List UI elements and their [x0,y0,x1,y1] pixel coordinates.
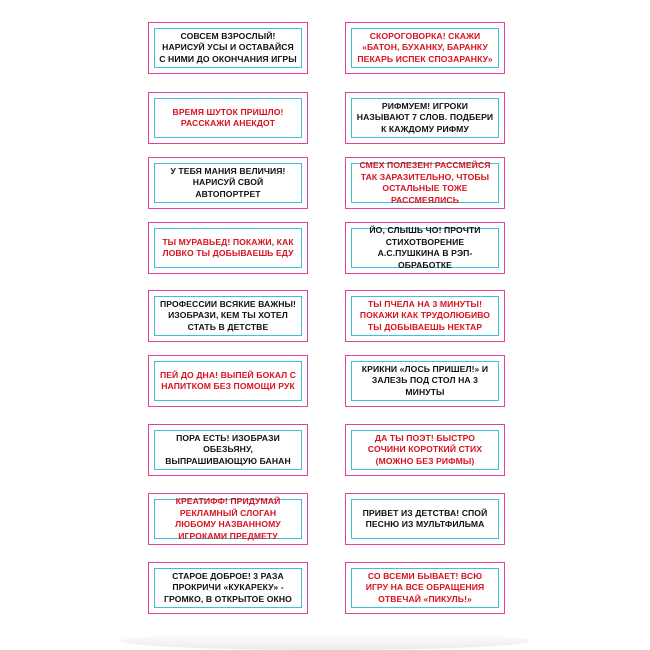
task-card [345,562,505,614]
task-card [345,290,505,342]
card-text: ДА ТЫ ПОЭТ! БЫСТРО СОЧИНИ КОРОТКИЙ СТИХ (МОЖНО БЕЗ РИФМЫ) [367,432,483,466]
task-card [148,157,308,209]
card-text: ПЕЙ ДО ДНА! ВЫПЕЙ БОКАЛ С НАПИТКОМ БЕЗ ПОМОЩИ РУК [159,369,297,391]
card-text: ПРИВЕТ ИЗ ДЕТСТВА! СПОЙ ПЕСНЮ ИЗ МУЛЬТФИЛЬМА [362,507,488,529]
card-text: ТЫ МУРАВЬЕД! ПОКАЖИ, КАК ЛОВКО ТЫ ДОБЫВАЕШЬ ЕДУ [162,236,294,258]
task-card [148,355,308,407]
task-card [148,562,308,614]
card-text: ТЫ ПЧЕЛА НА 3 МИНУТЫ! ПОКАЖИ КАК ТРУДОЛЮБИВО ТЫ ДОБЫВАЕШЬ НЕКТАР [359,298,491,332]
card-text: У ТЕБЯ МАНИЯ ВЕЛИЧИЯ! НАРИСУЙ СВОЙ АВТОПОРТРЕТ [170,165,286,199]
bottom-shadow [120,632,530,650]
task-card [148,92,308,144]
task-card [345,222,505,274]
task-card [148,493,308,545]
card-text: КРЕАТИФФ! ПРИДУМАЙ РЕКЛАМНЫЙ СЛОГАН ЛЮБОМУ НАЗВАННОМУ ИГРОКАМИ ПРЕДМЕТУ [175,496,281,541]
task-card [345,424,505,476]
task-card [148,222,308,274]
card-text: КРИКНИ «ЛОСЬ ПРИШЕЛ!» И ЗАЛЕЗЬ ПОД СТОЛ НА 3 МИНУТЫ [361,363,489,397]
card-text: СКОРОГОВОРКА! СКАЖИ «БАТОН, БУХАНКУ, БАРАНКУ ПЕКАРЬ ИСПЕК СПОЗАРАНКУ» [357,30,493,64]
task-card [148,424,308,476]
task-card [345,92,505,144]
card-text: РИФМУЕМ! ИГРОКИ НАЗЫВАЮТ 7 СЛОВ. ПОДБЕРИ К КАЖДОМУ РИФМУ [356,100,494,134]
task-card [345,355,505,407]
task-card [345,157,505,209]
card-text: ЙО, СЛЫШЬ ЧО! ПРОЧТИ СТИХОТВОРЕНИЕ А.С.ПУШКИНА В РЭП-ОБРАБОТКЕ [369,225,481,270]
card-text: ПРОФЕССИИ ВСЯКИЕ ВАЖНЫ! ИЗОБРАЗИ, КЕМ ТЫ ХОТЕЛ СТАТЬ В ДЕТСТВЕ [159,298,297,332]
card-text: СТАРОЕ ДОБРОЕ! 3 РАЗА ПРОКРИЧИ «КУКАРЕКУ» - ГРОМКО, В ОТКРЫТОЕ ОКНО [164,570,292,604]
card-text: ВРЕМЯ ШУТОК ПРИШЛО! РАССКАЖИ АНЕКДОТ [172,106,284,128]
task-card [345,22,505,74]
card-text: СМЕХ ПОЛЕЗЕН! РАССМЕЙСЯ ТАК ЗАРАЗИТЕЛЬНО, ЧТОБЫ ОСТАЛЬНЫЕ ТОЖЕ РАССМЕЯЛИСЬ [359,160,491,205]
task-card [345,493,505,545]
task-card [148,22,308,74]
task-card [148,290,308,342]
card-text: СОВСЕМ ВЗРОСЛЫЙ! НАРИСУЙ УСЫ И ОСТАВАЙСЯ С НИМИ ДО ОКОНЧАНИЯ ИГРЫ [159,30,297,64]
card-text: ПОРА ЕСТЬ! ИЗОБРАЗИ ОБЕЗЬЯНУ, ВЫПРАШИВАЮЩУЮ БАНАН [165,432,291,466]
card-text: СО ВСЕМИ БЫВАЕТ! ВСЮ ИГРУ НА ВСЕ ОБРАЩЕНИЯ ОТВЕЧАЙ «ПИКУЛЬ!» [365,570,485,604]
